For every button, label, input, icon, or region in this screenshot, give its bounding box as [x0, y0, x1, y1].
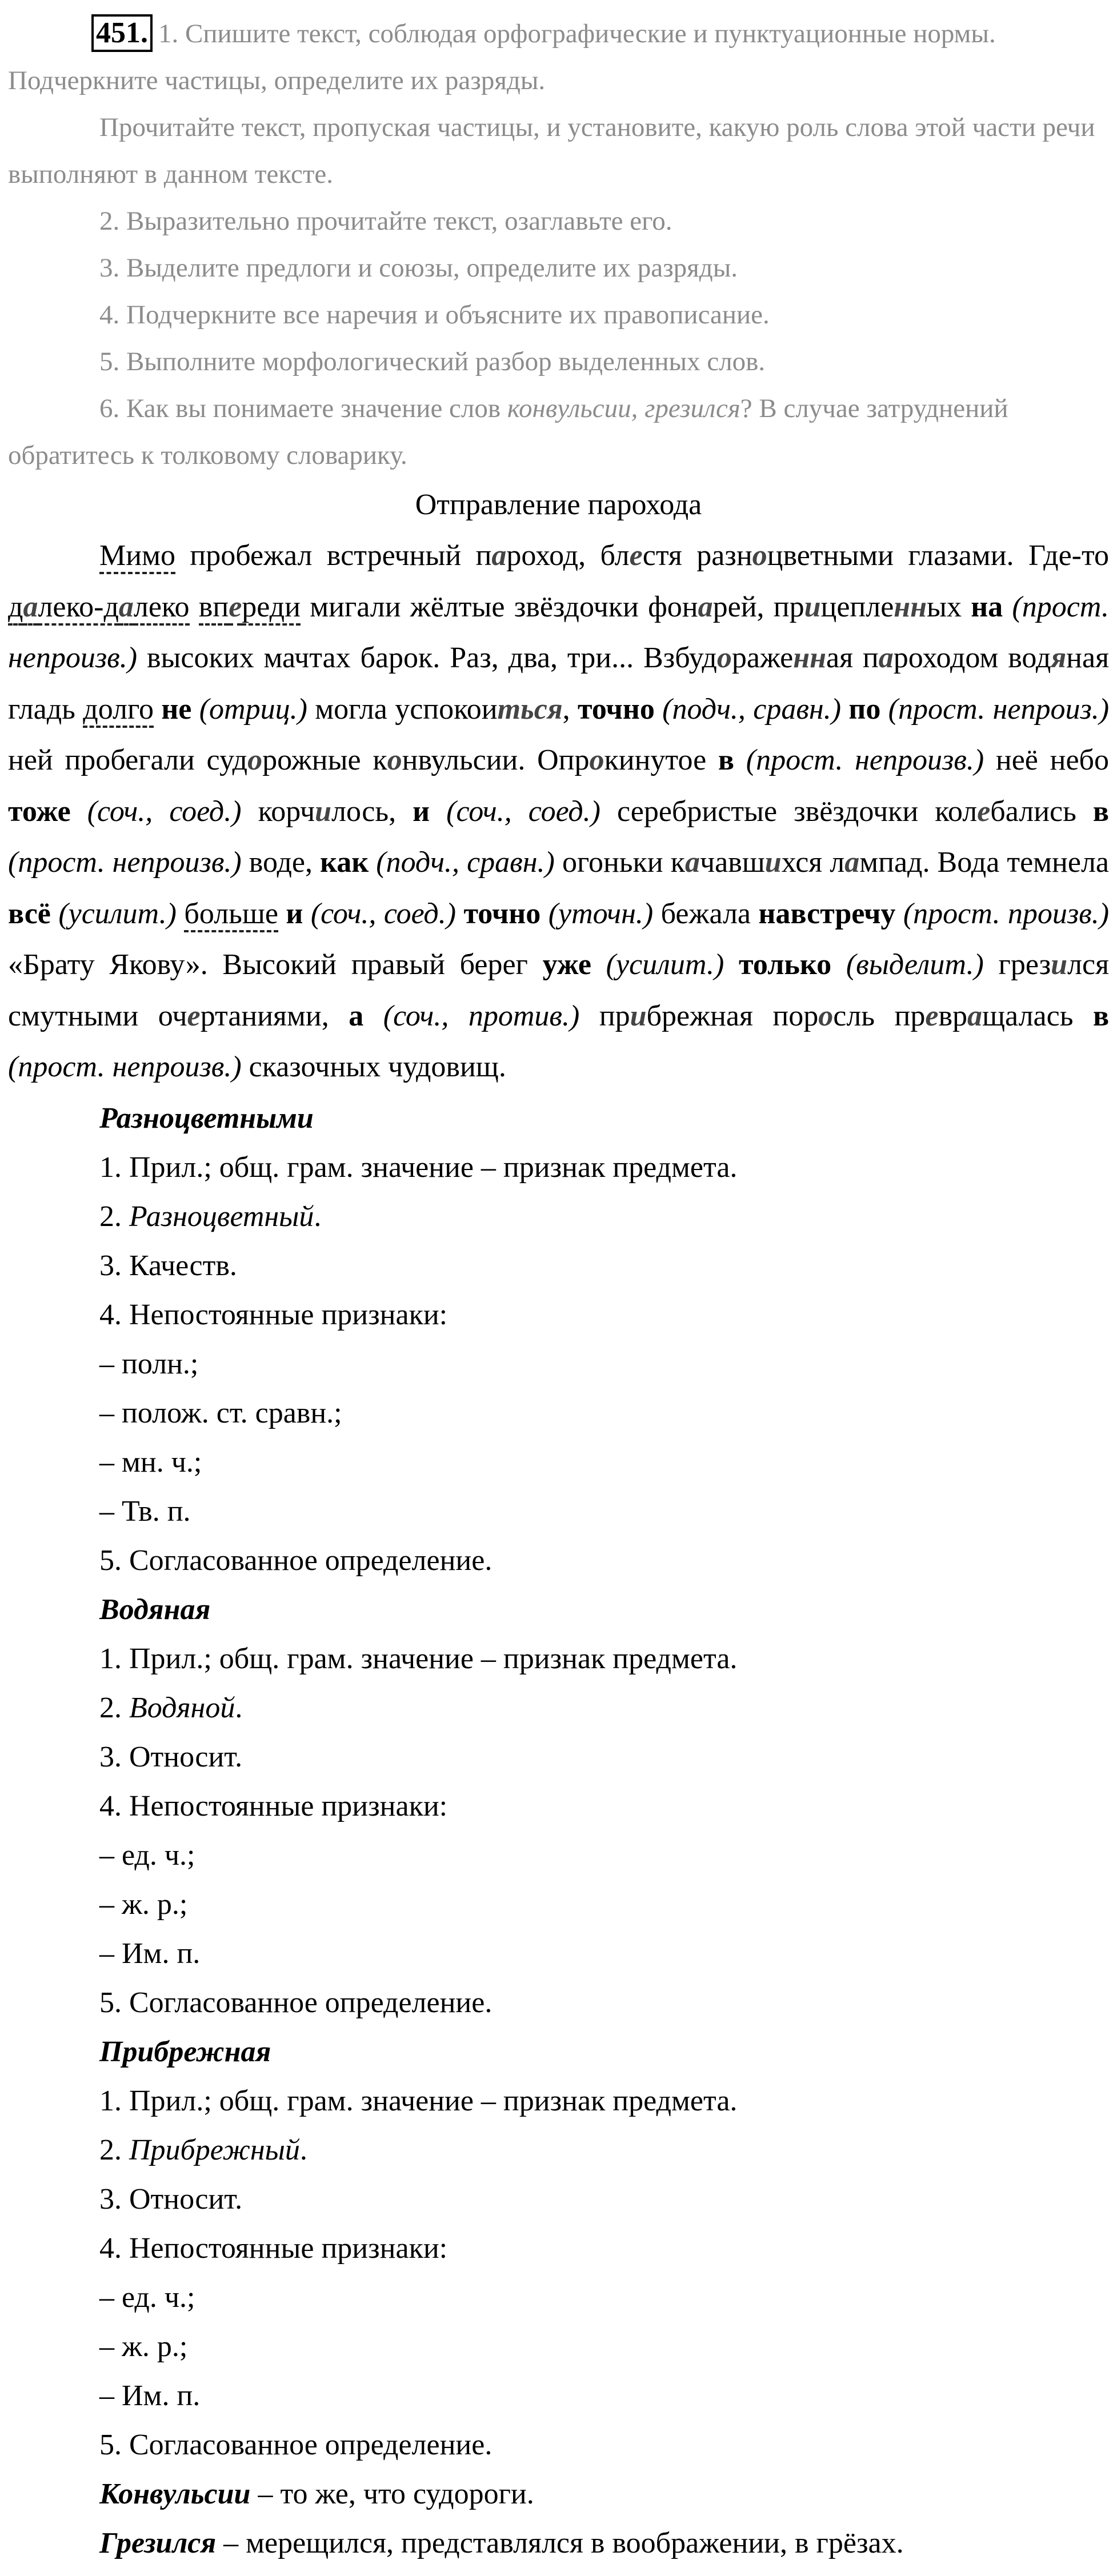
grammar-note: (подч., сравн.): [376, 846, 555, 879]
bold-word: в: [1092, 795, 1110, 828]
text-run: огоньки к: [554, 846, 685, 879]
analysis-line: [8, 2273, 1109, 2322]
definition: [8, 2519, 1109, 2568]
grammar-note: (прост. произв.): [903, 897, 1110, 930]
text-run: – ед. ч.;: [99, 2281, 195, 2314]
spelling-letter: а: [878, 642, 894, 674]
bold-word: только: [739, 948, 832, 981]
spelling-letter: о: [752, 539, 767, 572]
text-run: 1. Прил.; общ. грам. значение – признак предмета.: [99, 1642, 738, 1675]
exercise-text: [8, 530, 1109, 1093]
grammar-note: (прост. непроизв.): [8, 590, 1109, 674]
grammar-note: (усилит.): [606, 948, 724, 981]
spelling-letter: я: [1051, 642, 1067, 674]
text-run: [154, 693, 161, 726]
spelling-letter: а: [119, 591, 134, 626]
text-run: рожные к: [262, 744, 387, 776]
analysis-line: [8, 1340, 1109, 1389]
spelling-letter: и: [764, 846, 782, 879]
text-run: 2.: [99, 2133, 129, 2166]
bold-word: в: [718, 744, 735, 776]
text-run: чавш: [699, 846, 765, 879]
bold-word: не: [161, 692, 192, 726]
text-run: брежная пор: [646, 999, 819, 1032]
text-run: [369, 846, 376, 879]
spelling-letter: а: [684, 846, 700, 879]
text-run: 2.: [99, 1691, 129, 1724]
underlined-adverb: реди: [242, 591, 301, 626]
instruction-item: [8, 338, 1109, 385]
text-run: [363, 1000, 383, 1032]
text-run: роходом вод: [893, 642, 1051, 674]
text-run: [1003, 591, 1012, 623]
defined-word: Грезился: [99, 2526, 217, 2559]
text-run: – ж. р.;: [99, 1888, 188, 1921]
spelling-letter: нн: [793, 642, 827, 674]
text-run: неё небо: [984, 744, 1110, 776]
instruction-text: ? В случае затруднений обратитесь к толковому словарику.: [8, 394, 1008, 470]
text-run: [303, 898, 310, 930]
instruction-text: 6. Как вы понимаете значение слов: [99, 394, 507, 423]
text-run: воде,: [241, 846, 321, 879]
text-run: – Им. п.: [99, 1937, 201, 1970]
analysis-line: [8, 1880, 1109, 1929]
analysis-line: [8, 1536, 1109, 1585]
analysis-line: [8, 2371, 1109, 2421]
instruction-text: Прочитайте текст, пропуская частицы, и установите, какую роль слова этой части речи выполняют в данном тексте.: [8, 113, 1095, 189]
definition: [8, 2470, 1109, 2519]
text-run: 1. Прил.; общ. грам. значение – признак предмета.: [99, 2084, 738, 2117]
grammar-note: (отриц.): [199, 692, 307, 726]
text-run: .: [314, 1200, 322, 1233]
instruction-item: [8, 245, 1109, 291]
analysis-line: [8, 2077, 1109, 2126]
text-run: бежала: [653, 897, 759, 930]
underlined-adverb: вп: [199, 591, 229, 626]
bold-word: точно: [463, 897, 541, 930]
analysis-heading: Водяная: [99, 1593, 211, 1626]
text-run: [71, 795, 87, 828]
bold-word: и: [413, 795, 430, 828]
text-run: [880, 693, 888, 726]
text-run: ых: [927, 590, 971, 623]
analysis-line: [8, 1929, 1109, 1978]
bold-word: на: [971, 590, 1003, 623]
analysis-line: [8, 2175, 1109, 2224]
analysis-heading: Прибрежная: [99, 2035, 271, 2068]
text-run: [841, 693, 848, 726]
text-run: [191, 693, 199, 726]
text-run: [724, 948, 739, 981]
analysis-line: [8, 2126, 1109, 2175]
analysis-line: [8, 1241, 1109, 1291]
text-run: – Тв. п.: [99, 1495, 191, 1528]
text-run: [190, 591, 199, 623]
bold-word: и: [286, 897, 303, 930]
bold-word: всё: [8, 897, 51, 930]
instruction-item: [8, 291, 1109, 338]
analysis-line: [8, 2224, 1109, 2273]
text-run: высоких мачтах барок. Раз, два, три... Взбуд: [137, 642, 717, 674]
text-run: ная гладь: [8, 642, 1109, 726]
instruction-text: 1. Спишите текст, соблюдая орфографические и пунктуационные нормы. Подчеркните частицы, определите их разряды.: [8, 19, 996, 95]
analysis-line: [8, 1192, 1109, 1241]
text-run: [895, 898, 903, 930]
instruction-italic-words: конвульсии, грезился: [507, 394, 740, 423]
grammar-note: (прост. непроизв.): [746, 744, 984, 776]
text-run: [456, 898, 463, 930]
spelling-letter: а: [844, 846, 860, 879]
grammar-note: (уточн.): [548, 897, 654, 930]
spelling-letter: а: [967, 999, 982, 1032]
text-run: рей, пр: [712, 590, 804, 623]
analysis-line: [8, 1438, 1109, 1487]
grammar-note: (подч., сравн.): [662, 692, 842, 726]
text-run: – мерещился, представлялся в воображении, в грёзах.: [216, 2526, 904, 2559]
spelling-letter: а: [491, 539, 507, 572]
text-run: стя разн: [642, 539, 752, 572]
text-run: мпад. Вода темнела: [859, 846, 1109, 879]
underlined-adverb: леко: [134, 591, 190, 626]
grammar-note: Водяной: [129, 1691, 235, 1724]
text-run: 4. Непостоянные признаки:: [99, 2232, 448, 2265]
analysis-line: [8, 1487, 1109, 1536]
text-run: 5. Согласованное определение.: [99, 1986, 493, 2019]
text-run: – ж. р.;: [99, 2330, 188, 2363]
text-run: 4. Непостоянные признаки:: [99, 1789, 448, 1822]
instruction-text: 2. Выразительно прочитайте текст, озаглавьте его.: [99, 206, 672, 236]
analysis-line: [8, 1831, 1109, 1880]
grammar-note: (соч., соед.): [446, 795, 600, 828]
instruction-text: 5. Выполните морфологический разбор выделенных слов.: [99, 347, 766, 376]
text-run: 3. Относит.: [99, 1740, 243, 1773]
text-run: нвульсии. Опр: [402, 744, 590, 776]
text-run: лось,: [331, 795, 413, 828]
text-run: – мн. ч.;: [99, 1445, 202, 1479]
text-run: ртаниями,: [200, 999, 349, 1032]
exercise-number: 451.: [91, 14, 153, 52]
grammar-note: (соч., соед.): [310, 897, 457, 930]
text-run: 5. Согласованное определение.: [99, 1544, 493, 1577]
text-run: .: [299, 2133, 307, 2166]
instruction-item: [8, 198, 1109, 245]
spelling-letter: е: [977, 795, 991, 828]
spelling-letter: и: [804, 590, 821, 623]
text-run: [541, 898, 548, 930]
text-run: 4. Непостоянные признаки:: [99, 1298, 448, 1331]
instruction-item: [8, 104, 1109, 198]
instruction-text: 4. Подчеркните все наречия и объясните их правописание.: [99, 300, 770, 330]
bold-word: а: [349, 999, 364, 1032]
text-run: [177, 898, 184, 930]
spelling-letter: о: [716, 642, 732, 674]
text-run: сль пр: [833, 999, 926, 1032]
underlined-adverb: больше: [184, 898, 278, 932]
text-run: «Брату Якову». Высокий правый берег: [8, 948, 543, 981]
morphological-analysis: [8, 1094, 1109, 2568]
analysis-line: [8, 1782, 1109, 1831]
bold-word: тоже: [8, 795, 71, 828]
text-run: пр: [579, 999, 630, 1032]
text-run: вр: [938, 999, 967, 1032]
defined-word: Конвульсии: [99, 2477, 251, 2510]
text-run: кинутое: [604, 744, 718, 776]
text-run: пробежал встречный п: [175, 539, 492, 572]
text-run: 2.: [99, 1200, 129, 1233]
spelling-letter: и: [1051, 948, 1068, 981]
underlined-adverb: долго: [83, 693, 154, 728]
text-run: [278, 898, 286, 930]
analysis-line: [8, 1389, 1109, 1438]
spelling-letter: е: [229, 591, 242, 626]
text-run: лся смутными оч: [8, 948, 1109, 1032]
text-run: ней пробегали суд: [8, 744, 248, 776]
text-run: [51, 898, 58, 930]
text-run: – ед. ч.;: [99, 1838, 195, 1872]
grammar-note: Разноцветный: [129, 1200, 314, 1233]
grammar-note: (прост. непроиз.): [888, 692, 1110, 726]
text-run: раже: [731, 642, 794, 674]
bold-word: как: [320, 846, 369, 879]
text-run: грез: [983, 948, 1051, 981]
underlined-adverb: д: [8, 591, 23, 626]
spelling-letter: о: [589, 744, 604, 776]
text-run: [734, 744, 746, 776]
analysis-line: [8, 1684, 1109, 1733]
text-run: цветными глазами. Где-то: [767, 539, 1110, 572]
spelling-letter: и: [315, 795, 332, 828]
text-run: [591, 948, 606, 981]
text-title: Отправление парохода: [415, 488, 702, 521]
text-run: щалась: [982, 999, 1093, 1032]
grammar-note: (соч., соед.): [87, 795, 242, 828]
text-run: мигали жёлтые звёздочки фон: [300, 590, 698, 623]
grammar-note: (прост. непроизв.): [8, 846, 242, 879]
bold-word: в: [1092, 999, 1110, 1032]
bold-word: по: [848, 692, 881, 726]
underlined-adverb: Мимо: [99, 539, 175, 574]
instruction-item: [8, 385, 1109, 479]
bold-word: уже: [542, 948, 591, 981]
bold-word: навстречу: [758, 897, 896, 930]
spelling-letter: е: [925, 999, 939, 1032]
analysis-line: [8, 1733, 1109, 1782]
text-run: 3. Относит.: [99, 2182, 243, 2216]
grammar-note: (прост. непроизв.): [8, 1051, 242, 1083]
text-run: .: [235, 1691, 243, 1724]
text-run: корч: [241, 795, 315, 828]
spelling-letter: е: [629, 539, 643, 572]
spelling-letter: о: [247, 744, 263, 776]
text-run: серебристые звёздочки кол: [600, 795, 978, 828]
underlined-adverb: леко-д: [38, 591, 118, 626]
grammar-note: (усилит.): [58, 897, 177, 930]
spelling-letter: о: [387, 744, 402, 776]
text-run: – полн.;: [99, 1347, 199, 1380]
analysis-line: [8, 1634, 1109, 1684]
spelling-letter: е: [187, 999, 201, 1032]
analysis-line: [8, 1978, 1109, 2028]
text-run: 3. Качеств.: [99, 1249, 237, 1282]
text-run: бались: [990, 795, 1093, 828]
instruction-item: [8, 10, 1109, 104]
text-run: [831, 948, 846, 981]
text-run: 5. Согласованное определение.: [99, 2428, 493, 2461]
text-run: цепле: [820, 590, 894, 623]
spelling-letter: а: [698, 590, 713, 623]
exercise-instructions: [8, 10, 1109, 479]
analysis-line: [8, 1143, 1109, 1192]
spelling-letter: а: [23, 591, 38, 626]
analysis-heading: Разноцветными: [99, 1101, 314, 1135]
text-run: хся л: [781, 846, 845, 879]
text-run: роход, бл: [506, 539, 630, 572]
text-run: ая п: [826, 642, 879, 674]
text-run: – то же, что судороги.: [250, 2477, 534, 2510]
instruction-text: 3. Выделите предлоги и союзы, определите их разряды.: [99, 253, 738, 283]
spelling-letter: нн: [894, 590, 927, 623]
text-run: [655, 693, 662, 726]
spelling-letter: ться: [497, 692, 563, 726]
spelling-letter: и: [630, 999, 647, 1032]
text-run: ,: [562, 692, 578, 726]
analysis-line: [8, 2322, 1109, 2371]
grammar-note: (выделит.): [846, 948, 984, 981]
analysis-line: [8, 1291, 1109, 1340]
analysis-line: [8, 2421, 1109, 2470]
text-run: – полож. ст. сравн.;: [99, 1396, 342, 1429]
text-run: сказочных чудовищ.: [241, 1051, 506, 1083]
text-run: – Им. п.: [99, 2379, 201, 2412]
grammar-note: (соч., против.): [383, 999, 580, 1032]
grammar-note: Прибрежный: [129, 2133, 300, 2166]
bold-word: точно: [578, 692, 655, 726]
text-run: [430, 795, 446, 828]
spelling-letter: о: [818, 999, 834, 1032]
text-run: 1. Прил.; общ. грам. значение – признак предмета.: [99, 1151, 738, 1184]
text-run: могла успокои: [307, 692, 498, 726]
